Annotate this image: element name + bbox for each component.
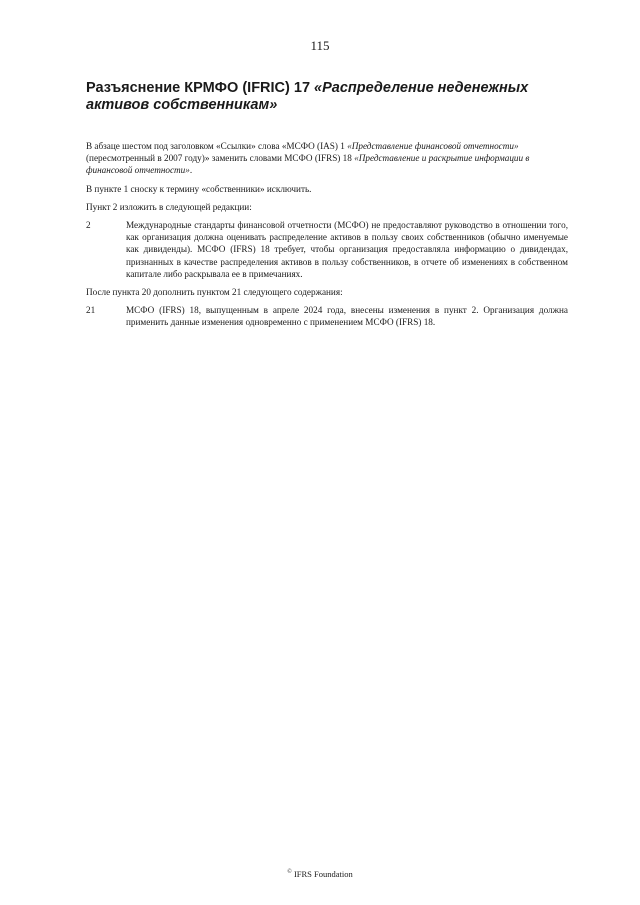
paragraph-item2-intro: Пункт 2 изложить в следующей редакции: [86, 201, 252, 212]
copyright-symbol: © [287, 869, 292, 876]
paragraph-references-italic2: «Представление и раскрытие информации в финансовой отчетности» [86, 153, 530, 176]
paragraph-references-italic1: «Представление финансовой отчетности» [347, 141, 519, 151]
paragraph-references-part1: В абзаце шестом под заголовком «Ссылки» слова «МСФО (IAS) 1 [86, 141, 348, 151]
document-body [86, 140, 568, 335]
footer-copyright [0, 869, 640, 879]
item-text: Международные стандарты финансовой отчетности (МСФО) не предоставляют руководство в отношении того, как организация должна оценивать распределение активов в пользу своих собственников (обычно именуемые как дивиденды). МСФО (IFRS) 18 требует, чтобы организация предоставляла информацию о дивидендах, признанных в качестве распределения активов в пользу собственников, в отчете об изменениях в собственном капитале либо раскрывала ее в примечаниях. [126, 220, 568, 279]
footer-text: IFRS Foundation [291, 869, 353, 879]
paragraph-references-part3: . [189, 165, 193, 176]
item-number: 2 [86, 220, 91, 231]
paragraph-references [86, 140, 568, 177]
title-regular: Разъяснение КРМФО (IFRIC) 17 [86, 80, 315, 96]
item-text: МСФО (IFRS) 18, выпущенным в апреле 2024 года, внесены изменения в пункт 2. Организация должна применить данные изменения одновременно с применением МСФО (IFRS) 18. [126, 305, 568, 328]
numbered-item-21 [86, 304, 568, 328]
item-number: 21 [86, 305, 96, 316]
paragraph-footnote-removal: В пункте 1 сноску к термину «собственники» исключить. [86, 183, 312, 194]
paragraph-references-part2: (пересмотренный в 2007 году)» заменить словами МСФО (IFRS) 18 [86, 153, 355, 164]
paragraph-item21-intro: После пункта 20 дополнить пунктом 21 следующего содержания: [86, 287, 343, 298]
page-number: 115 [310, 38, 330, 53]
title-italic: «Распределение неденежных активов собственникам» [86, 80, 529, 113]
document-title [86, 80, 556, 114]
numbered-item-2 [86, 219, 568, 280]
